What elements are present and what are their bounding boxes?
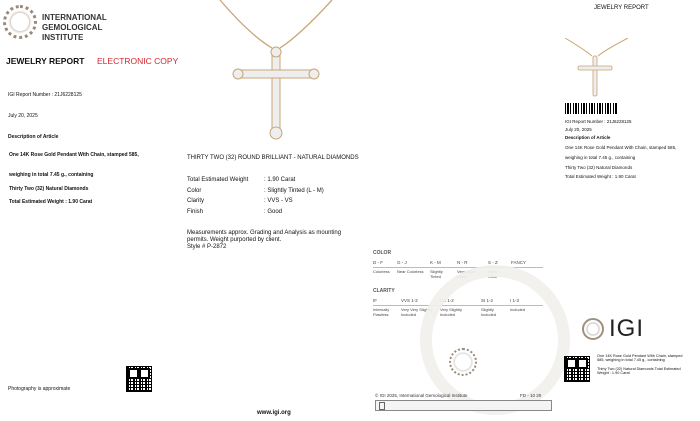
igi-seal-small bbox=[449, 348, 477, 376]
color-grade: N - R bbox=[457, 260, 468, 265]
clarity-desc: Internally Flawless bbox=[373, 307, 390, 317]
color-grade: G - J bbox=[397, 260, 407, 265]
detail-label: Finish bbox=[187, 208, 204, 215]
comments: Measurements approx. Grading and Analysis as mounting permits. Weight purported by client. bbox=[187, 230, 342, 243]
security-notice-box bbox=[375, 400, 552, 411]
right-pendant-photo bbox=[560, 38, 630, 100]
clarity-desc: Included bbox=[510, 307, 526, 312]
detail-value: : VVS - VS bbox=[264, 198, 293, 204]
clarity-grade: IF bbox=[373, 298, 377, 303]
clarity-desc: Slightly Included bbox=[481, 307, 497, 317]
photo-note: Photography is approximate bbox=[8, 386, 71, 392]
detail-label: Color bbox=[187, 187, 202, 194]
clarity-desc: Very Very Slightly Included bbox=[401, 307, 433, 317]
detail-value: : Slightly Tinted (L - M) bbox=[264, 187, 324, 194]
clarity-grade: SI 1-2 bbox=[481, 298, 494, 303]
institute-name bbox=[42, 13, 107, 43]
color-grade: FANCY bbox=[511, 260, 527, 265]
document-icon bbox=[379, 402, 385, 410]
clarity-heading: CLARITY bbox=[373, 288, 395, 294]
color-grade: D - F bbox=[373, 260, 383, 265]
right-description-line: weighing in total 7.45 g., containing bbox=[565, 155, 636, 160]
description-line: Thirty Two (32) Natural Diamonds bbox=[9, 186, 89, 192]
clarity-desc: Very Slightly Included bbox=[440, 307, 463, 317]
form-code: FD - 10 20 bbox=[520, 393, 542, 398]
right-description-line: Total Estimated Weight : 1.90 Carat bbox=[565, 174, 636, 179]
description-heading: Description of Article bbox=[8, 134, 59, 140]
color-desc: Near Colorless bbox=[397, 269, 424, 274]
diamond-title: THIRTY TWO (32) ROUND BRILLIANT - NATURAL DIAMONDS bbox=[187, 155, 359, 161]
electronic-copy-label: ELECTRONIC COPY bbox=[97, 56, 179, 66]
qr-description: One 14K Rose Gold Pendant With Chain, stamped 585, weighing in total 7.45 g., containing bbox=[597, 354, 683, 363]
pendant-photo bbox=[190, 0, 360, 140]
igi-logo-seal bbox=[582, 318, 604, 340]
qr-code[interactable] bbox=[126, 366, 152, 392]
details-table bbox=[187, 175, 324, 217]
right-date: July 20, 2025 bbox=[565, 127, 592, 132]
color-heading: COLOR bbox=[373, 250, 392, 256]
igi-seal-logo bbox=[3, 5, 37, 39]
detail-value: : 1.90 Carat bbox=[264, 177, 296, 183]
right-qr-code[interactable] bbox=[564, 356, 590, 382]
description-line: weighing in total 7.45 g., containing bbox=[9, 172, 94, 178]
igi-logo-text: IGI bbox=[609, 315, 645, 342]
website-link[interactable]: www.igi.org bbox=[257, 410, 291, 416]
color-desc: Colorless bbox=[373, 269, 390, 274]
report-number: IGI Report Number : 21J6228125 bbox=[8, 92, 82, 98]
right-description-line: One 14K Rose Gold Pendant With Chain, stamped 585, bbox=[565, 145, 677, 150]
style-number: Style # P-2872 bbox=[187, 244, 227, 250]
color-grade: K - M bbox=[430, 260, 441, 265]
barcode bbox=[565, 103, 617, 114]
detail-value: : Good bbox=[264, 208, 283, 215]
right-report-type: JEWELRY REPORT bbox=[594, 5, 649, 11]
institute-line: INTERNATIONAL bbox=[42, 13, 107, 22]
color-grade: S - Z bbox=[488, 260, 498, 265]
institute-line: GEMOLOGICAL bbox=[42, 23, 103, 32]
qr-description: Thirty Two (32) Natural Diamonds Total Estimated Weight : 1.90 Carat bbox=[597, 367, 681, 376]
description-line: Total Estimated Weight : 1.90 Carat bbox=[9, 199, 93, 205]
color-desc: Slightly Tinted bbox=[430, 269, 443, 279]
detail-label: Total Estimated Weight bbox=[187, 177, 249, 183]
color-desc: Very Light Color bbox=[457, 269, 475, 279]
clarity-grade: VVS 1-2 bbox=[401, 298, 418, 303]
color-desc: Light Color bbox=[488, 269, 498, 279]
report-date: July 20, 2025 bbox=[8, 113, 38, 119]
description-line: One 14K Rose Gold Pendant With Chain, stamped 585, bbox=[9, 152, 139, 158]
clarity-grade: VS 1-2 bbox=[440, 298, 454, 303]
right-description-heading: Description of Article bbox=[565, 135, 611, 140]
detail-label: Clarity bbox=[187, 198, 205, 204]
right-description-line: Thirty Two (32) Natural Diamonds bbox=[565, 165, 633, 170]
right-report-number: IGI Report Number : 21J6228125 bbox=[565, 119, 632, 124]
clarity-grade: I 1-3 bbox=[510, 298, 520, 303]
report-type: JEWELRY REPORT bbox=[6, 56, 85, 66]
institute-line: INSTITUTE bbox=[42, 33, 84, 42]
copyright: © IGI 2025, International Gemological Institute bbox=[375, 393, 468, 398]
